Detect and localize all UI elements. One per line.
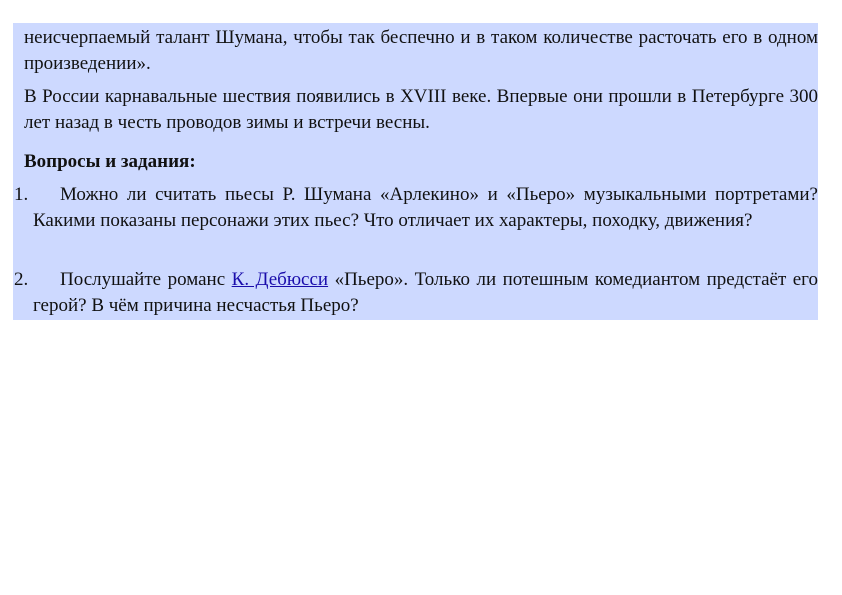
question-item-1 (14, 182, 818, 234)
paragraph-shumann-talent: неисчерпаемый талант Шумана, чтобы так беспечно и в таком количестве расточать его в одном произведении». (24, 27, 818, 74)
question-text (33, 267, 818, 319)
paragraph-carnival-russia: В России карнавальные шествия появились в XVIII веке. Впервые они прошли в Петербурге 300 лет назад в честь проводов зимы и встречи весны. (24, 86, 818, 133)
question-number: 2. (14, 269, 29, 290)
question-item-2 (14, 267, 818, 319)
question-text-end: «Пьеро». Только ли потешным комедиантом предстаёт его герой? В чём причина несчастья Пьеро? (33, 269, 818, 316)
question-text-start: Послушайте романс (60, 269, 232, 290)
questions-heading: Вопросы и задания: (24, 151, 196, 172)
question-text: Можно ли считать пьесы Р. Шумана «Арлекино» и «Пьеро» музыкальными портретами? Какими показаны персонажи этих пьес? Что отличает их характеры, походку, движения? (33, 184, 818, 231)
question-number: 1. (14, 184, 29, 205)
debussy-link[interactable]: К. Дебюсси (231, 269, 329, 290)
